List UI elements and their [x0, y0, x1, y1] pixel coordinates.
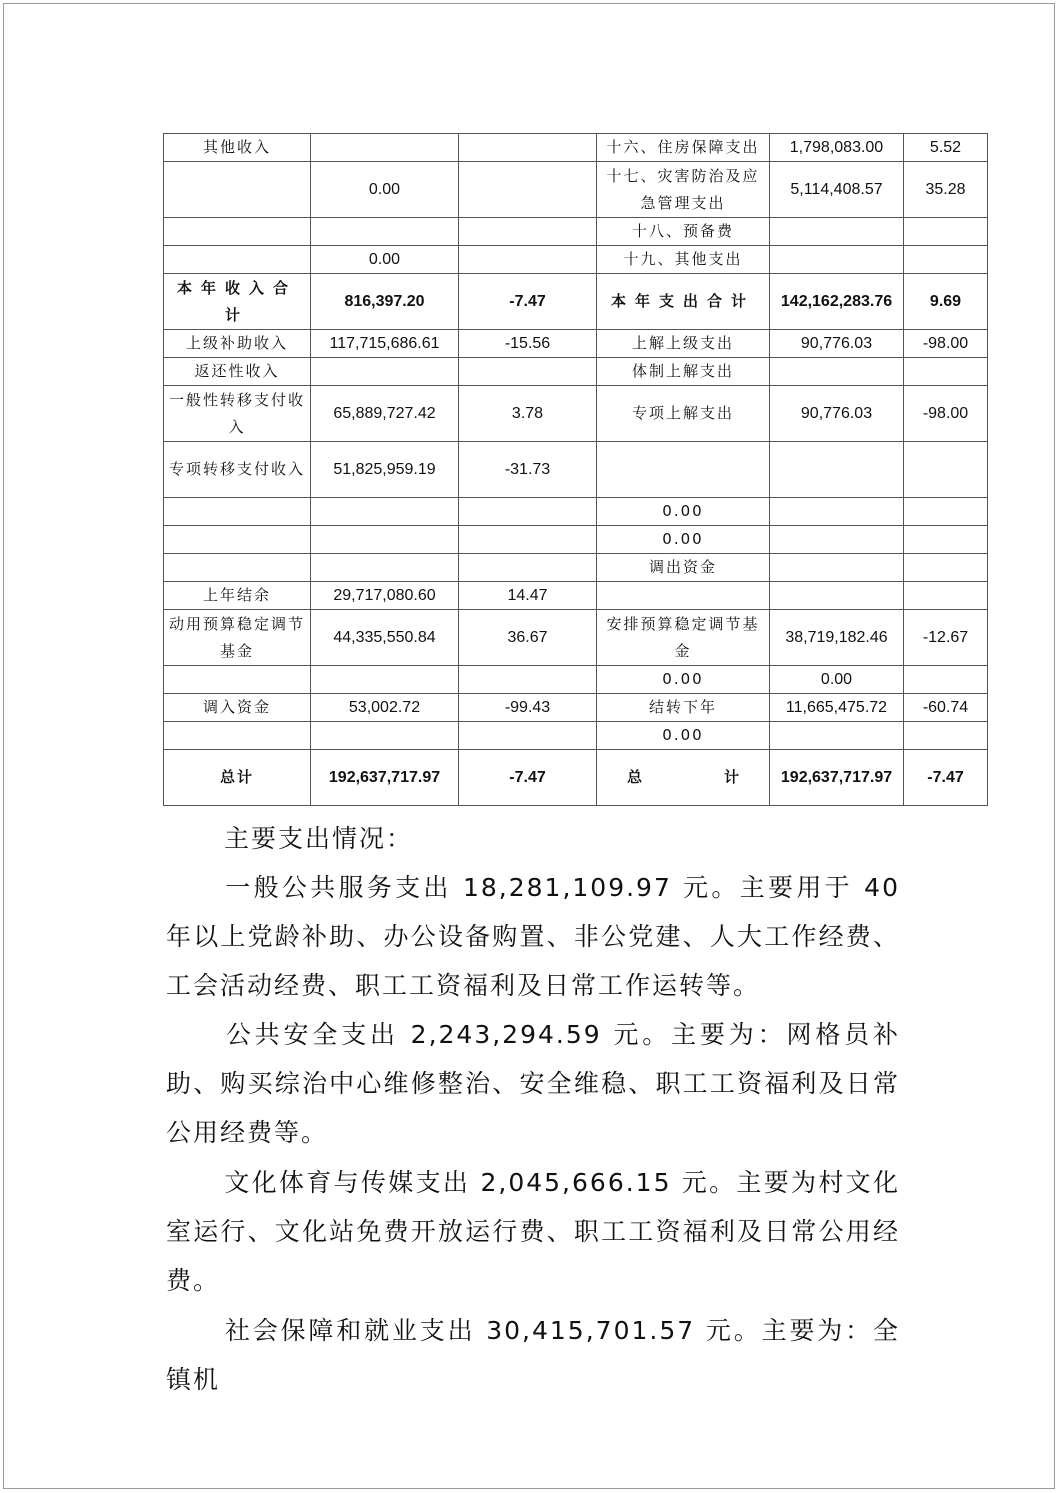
table-cell	[770, 442, 904, 498]
table-cell: 上级补助收入	[164, 330, 311, 358]
table-cell: 5,114,408.57	[770, 162, 904, 218]
table-cell: 35.28	[904, 162, 988, 218]
table-row	[164, 666, 988, 694]
table-cell	[459, 162, 597, 218]
table-cell: 总计	[597, 750, 770, 806]
table-cell: -99.43	[459, 694, 597, 722]
table-cell	[770, 554, 904, 582]
table-cell	[459, 722, 597, 750]
table-cell	[311, 722, 459, 750]
table-cell: 5.52	[904, 134, 988, 162]
table-cell: 0.00	[311, 246, 459, 274]
table-row	[164, 134, 988, 162]
table-cell	[311, 554, 459, 582]
table-cell: 上解上级支出	[597, 330, 770, 358]
table-cell: 安排预算稳定调节基金	[597, 610, 770, 666]
table-cell	[904, 358, 988, 386]
table-row	[164, 246, 988, 274]
table-cell	[459, 666, 597, 694]
table-row	[164, 162, 988, 218]
table-cell: 36.67	[459, 610, 597, 666]
table-row	[164, 218, 988, 246]
table-cell	[770, 358, 904, 386]
table-cell	[164, 246, 311, 274]
table-cell	[770, 246, 904, 274]
table-row	[164, 358, 988, 386]
table-cell	[904, 246, 988, 274]
table-cell: 44,335,550.84	[311, 610, 459, 666]
table-cell: -60.74	[904, 694, 988, 722]
table-row	[164, 386, 988, 442]
section-heading: 主要支出情况：	[224, 824, 414, 853]
table-cell: 142,162,283.76	[770, 274, 904, 330]
table-cell	[597, 582, 770, 610]
table-cell: -15.56	[459, 330, 597, 358]
table-cell: 1,798,083.00	[770, 134, 904, 162]
table-cell	[459, 218, 597, 246]
table-cell	[311, 358, 459, 386]
table-row	[164, 610, 988, 666]
table-cell: 0.00	[770, 666, 904, 694]
table-cell: 9.69	[904, 274, 988, 330]
paragraph-social-security: 社会保障和就业支出 30,415,701.57 元。主要为：全镇机	[166, 1316, 900, 1394]
table-row	[164, 554, 988, 582]
table-cell	[164, 526, 311, 554]
table-cell: -7.47	[904, 750, 988, 806]
table-cell	[770, 218, 904, 246]
table-row	[164, 330, 988, 358]
table-cell	[164, 498, 311, 526]
table-cell	[459, 554, 597, 582]
table-cell: 38,719,182.46	[770, 610, 904, 666]
table-cell: 65,889,727.42	[311, 386, 459, 442]
table-cell: 0.00	[597, 526, 770, 554]
table-cell: 专项上解支出	[597, 386, 770, 442]
budget-table	[163, 133, 988, 806]
table-cell: 本年收入合计	[164, 274, 311, 330]
table-cell: 十八、预备费	[597, 218, 770, 246]
table-cell: 0.00	[597, 722, 770, 750]
paragraph-public-security: 公共安全支出 2,243,294.59 元。主要为：网格员补助、购买综治中心维修整治、安全维稳、职工工资福利及日常公用经费等。	[166, 1020, 900, 1147]
table-cell: 0.00	[311, 162, 459, 218]
table-cell	[459, 358, 597, 386]
table-cell	[770, 526, 904, 554]
table-cell	[164, 162, 311, 218]
table-cell	[904, 582, 988, 610]
table-cell: 调入资金	[164, 694, 311, 722]
table-cell: 返还性收入	[164, 358, 311, 386]
table-cell	[904, 722, 988, 750]
table-cell	[459, 246, 597, 274]
table-cell	[459, 526, 597, 554]
table-cell: 本年支出合计	[597, 274, 770, 330]
table-row	[164, 722, 988, 750]
table-cell	[904, 218, 988, 246]
table-cell	[164, 722, 311, 750]
table-cell: 十七、灾害防治及应急管理支出	[597, 162, 770, 218]
table-cell: -98.00	[904, 386, 988, 442]
table-cell: -31.73	[459, 442, 597, 498]
table-cell	[311, 218, 459, 246]
table-row	[164, 694, 988, 722]
table-row	[164, 274, 988, 330]
table-cell: 192,637,717.97	[311, 750, 459, 806]
paragraph-culture-sports-media: 文化体育与传媒支出 2,045,666.15 元。主要为村文化室运行、文化站免费开放运行费、职工工资福利及日常公用经费。	[166, 1168, 900, 1295]
table-cell	[311, 526, 459, 554]
table-cell: -12.67	[904, 610, 988, 666]
table-cell	[904, 442, 988, 498]
table-cell	[311, 666, 459, 694]
table-cell	[904, 666, 988, 694]
table-cell: 53,002.72	[311, 694, 459, 722]
table-cell	[770, 498, 904, 526]
table-cell: 上年结余	[164, 582, 311, 610]
table-row	[164, 526, 988, 554]
table-cell: 117,715,686.61	[311, 330, 459, 358]
table-cell	[164, 554, 311, 582]
table-cell: 体制上解支出	[597, 358, 770, 386]
table-cell: -7.47	[459, 750, 597, 806]
table-row	[164, 442, 988, 498]
table-cell	[904, 498, 988, 526]
table-cell: 十九、其他支出	[597, 246, 770, 274]
table-cell: 90,776.03	[770, 330, 904, 358]
table-cell: 0.00	[597, 498, 770, 526]
paragraph-general-public-services: 一般公共服务支出 18,281,109.97 元。主要用于 40 年以上党龄补助、办公设备购置、非公党建、人大工作经费、工会活动经费、职工工资福利及日常工作运转等。	[166, 873, 900, 1000]
table-cell: -98.00	[904, 330, 988, 358]
table-cell	[459, 498, 597, 526]
table-cell	[770, 722, 904, 750]
table-cell	[311, 498, 459, 526]
table-cell: 0.00	[597, 666, 770, 694]
table-cell: 其他收入	[164, 134, 311, 162]
table-cell: 3.78	[459, 386, 597, 442]
table-cell: -7.47	[459, 274, 597, 330]
table-cell	[904, 554, 988, 582]
table-cell	[459, 134, 597, 162]
table-cell	[164, 218, 311, 246]
table-cell: 192,637,717.97	[770, 750, 904, 806]
table-cell: 29,717,080.60	[311, 582, 459, 610]
table-cell	[597, 442, 770, 498]
table-row	[164, 498, 988, 526]
table-row	[164, 750, 988, 806]
table-cell: 14.47	[459, 582, 597, 610]
table-cell: 十六、住房保障支出	[597, 134, 770, 162]
table-cell	[164, 666, 311, 694]
table-cell	[904, 526, 988, 554]
table-cell: 11,665,475.72	[770, 694, 904, 722]
table-cell: 结转下年	[597, 694, 770, 722]
table-cell	[311, 134, 459, 162]
table-cell	[770, 582, 904, 610]
table-cell: 动用预算稳定调节基金	[164, 610, 311, 666]
table-cell: 816,397.20	[311, 274, 459, 330]
table-cell: 专项转移支付收入	[164, 442, 311, 498]
table-cell: 调出资金	[597, 554, 770, 582]
table-row	[164, 582, 988, 610]
table-cell: 51,825,959.19	[311, 442, 459, 498]
table-cell: 总计	[164, 750, 311, 806]
table-cell: 90,776.03	[770, 386, 904, 442]
table-cell: 一般性转移支付收入	[164, 386, 311, 442]
